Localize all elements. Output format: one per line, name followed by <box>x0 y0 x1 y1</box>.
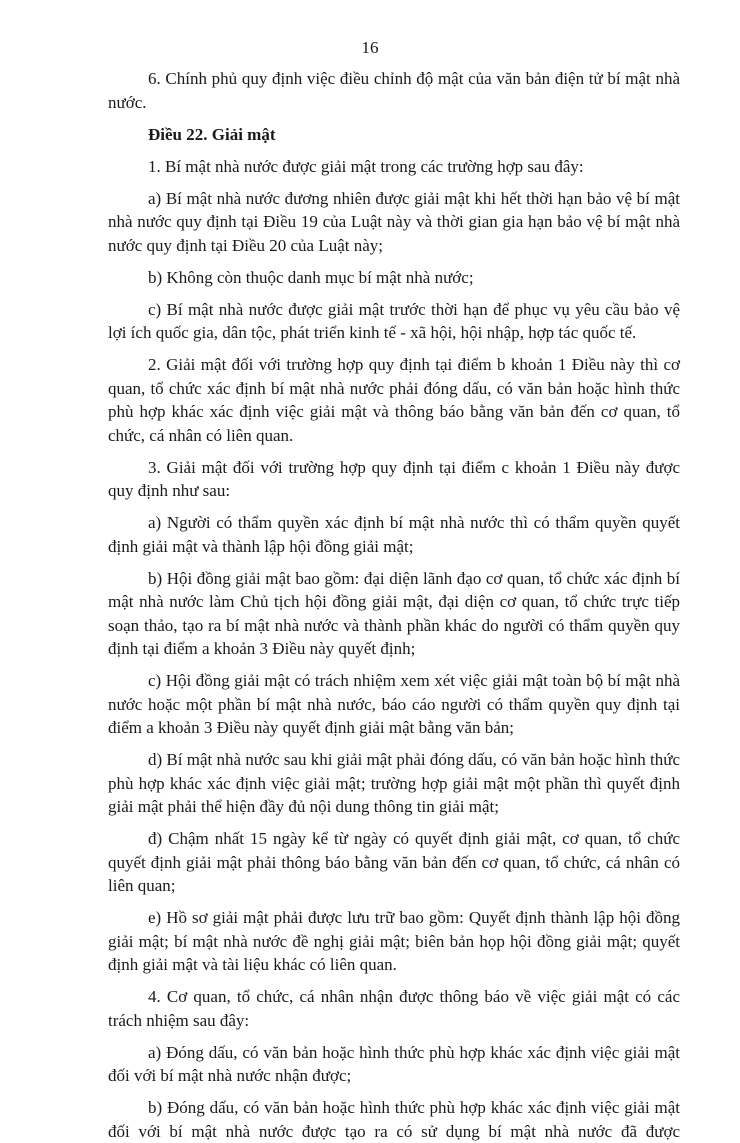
paragraph: 1. Bí mật nhà nước được giải mật trong các trường hợp sau đây: <box>148 156 584 176</box>
paragraph: c) Bí mật nhà nước được giải mật trước thời hạn để phục vụ yêu cầu bảo vệ lợi ích quốc gia, dân tộc, phát triển kinh tế - xã hội, hội nhập, hợp tác quốc tế. <box>108 299 680 342</box>
paragraph: e) Hồ sơ giải mật phải được lưu trữ bao gồm: Quyết định thành lập hội đồng giải mật; bí mật nhà nước đề nghị giải mật; biên bản họp hội đồng giải mật; quyết định giải mật và tài liệu khác có liên quan. <box>108 908 680 974</box>
paragraph: 3. Giải mật đối với trường hợp quy định tại điểm c khoản 1 Điều này được quy định như sau: <box>108 457 680 500</box>
article-heading: Điều 22. Giải mật <box>148 124 276 144</box>
paragraph: 4. Cơ quan, tổ chức, cá nhân nhận được thông báo về việc giải mật có các trách nhiệm sau đây: <box>108 987 680 1030</box>
paragraph: b) Hội đồng giải mật bao gồm: đại diện lãnh đạo cơ quan, tổ chức xác định bí mật nhà nước làm Chủ tịch hội đồng giải mật, đại diện cơ quan, tổ chức trực tiếp soạn thảo, tạo ra bí mật nhà nước và thành phần khác do người có thẩm quyền quy định tại điểm a khoản 3 Điều này quyết định; <box>108 568 680 658</box>
paragraph: c) Hội đồng giải mật có trách nhiệm xem xét việc giải mật toàn bộ bí mật nhà nước hoặc một phần bí mật nhà nước, báo cáo người có thẩm quyền quy định tại điểm a khoản 3 Điều này quyết định giải mật bằng văn bản; <box>108 671 680 737</box>
page-number: 16 <box>361 38 379 57</box>
document-body <box>108 67 680 1143</box>
paragraph: a) Người có thẩm quyền xác định bí mật nhà nước thì có thẩm quyền quyết định giải mật và thành lập hội đồng giải mật; <box>108 513 680 556</box>
paragraph-continued: b) Đóng dấu, có văn bản hoặc hình thức phù hợp khác xác định việc giải mật đối với bí mật nhà nước được tạo ra có sử dụng bí mật nhà nước đã được <box>108 1098 680 1141</box>
paragraph: 2. Giải mật đối với trường hợp quy định tại điểm b khoản 1 Điều này thì cơ quan, tổ chức xác định bí mật nhà nước phải đóng dấu, có văn bản hoặc hình thức phù hợp khác xác định việc giải mật và thông báo bằng văn bản đến cơ quan, tổ chức, cá nhân có liên quan. <box>108 355 680 445</box>
paragraph: a) Đóng dấu, có văn bản hoặc hình thức phù hợp khác xác định việc giải mật đối với bí mật nhà nước nhận được; <box>108 1042 680 1085</box>
paragraph: d) Bí mật nhà nước sau khi giải mật phải đóng dấu, có văn bản hoặc hình thức phù hợp khác xác định việc giải mật; trường hợp giải mật một phần thì quyết định giải mật phải thể hiện đầy đủ nội dung thông tin giải mật; <box>108 750 680 816</box>
paragraph: 6. Chính phủ quy định việc điều chỉnh độ mật của văn bản điện tử bí mật nhà nước. <box>108 69 680 112</box>
paragraph: a) Bí mật nhà nước đương nhiên được giải mật khi hết thời hạn bảo vệ bí mật nhà nước quy định tại Điều 19 của Luật này và thời gian gia hạn bảo vệ bí mật nhà nước quy định tại Điều 20 của Luật này; <box>108 188 680 255</box>
paragraph: b) Không còn thuộc danh mục bí mật nhà nước; <box>148 267 474 287</box>
paragraph: đ) Chậm nhất 15 ngày kể từ ngày có quyết định giải mật, cơ quan, tổ chức quyết định giải mật phải thông báo bằng văn bản đến cơ quan, tổ chức, cá nhân có liên quan; <box>108 829 680 895</box>
